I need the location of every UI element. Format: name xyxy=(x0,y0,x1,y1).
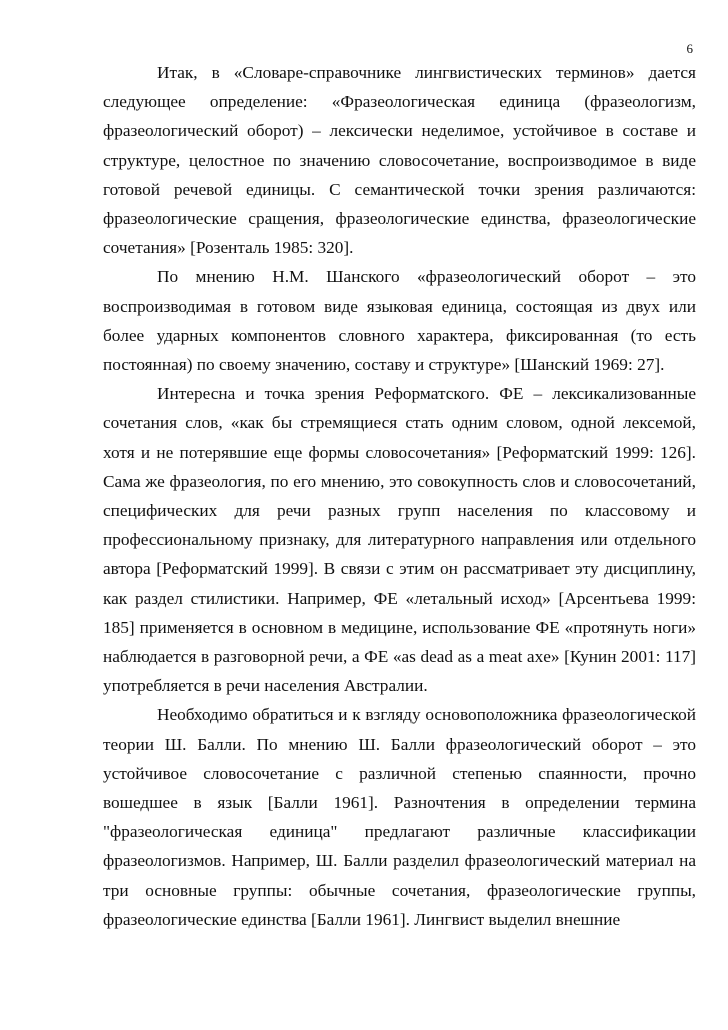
paragraph: По мнению Н.М. Шанского «фразеологический оборот – это воспроизводимая в готовом виде языковая единица, состоящая из двух или более ударных компонентов словного характера, фиксированная (то есть постоянная) по своему значению, составу и структуре» [Шанский 1969: 27]. xyxy=(103,267,696,375)
paragraph: Необходимо обратиться и к взгляду основоположника фразеологической теории Ш. Балли. По мнению Ш. Балли фразеологический оборот – это устойчивое словосочетание с различной степенью спаянности, прочно вошедшее в язык [Балли 1961]. Разночтения в определении термина "фразеологическая единица" предлагают различные классификации фразеологизмов. Например, Ш. Балли разделил фразеологический материал на три основные группы: обычные сочетания, фразеологические группы, фразеологические единства [Балли 1961]. Лингвист выделил внешние xyxy=(103,705,696,929)
paragraph: Итак, в «Словаре-справочнике лингвистических терминов» дается следующее определение: «Фразеологическая единица (фразеологизм, фразеологический оборот) – лексически неделимое, устойчивое в составе и структуре, целостное по значению словосочетание, воспроизводимое в виде готовой речевой единицы. С семантической точки зрения различаются: фразеологические сращения, фразеологические единства, фразеологические сочетания» [Розенталь 1985: 320]. xyxy=(103,63,696,258)
page-number: 6 xyxy=(686,41,693,56)
paragraph: Интересна и точка зрения Реформатского. ФЕ – лексикализованные сочетания слов, «как бы стремящиеся стать одним словом, одной лексемой, хотя и не потерявшие еще формы словосочетания» [Реформатский 1999: 126]. Сама же фразеология, по его мнению, это совокупность слов и словосочетаний, специфических для речи разных групп населения по классовому и профессиональному признаку, для литературного направления или отдельного автора [Реформатский 1999]. В связи с этим он рассматривает эту дисциплину, как раздел стилистики. Например, ФЕ «летальный исход» [Арсентьева 1999: 185] применяется в основном в медицине, использование ФЕ «протянуть ноги» наблюдается в разговорной речи, а ФЕ «as dead as a meat axe» [Кунин 2001: 117] употребляется в речи населения Австралии. xyxy=(103,384,696,696)
body-text xyxy=(103,58,696,934)
